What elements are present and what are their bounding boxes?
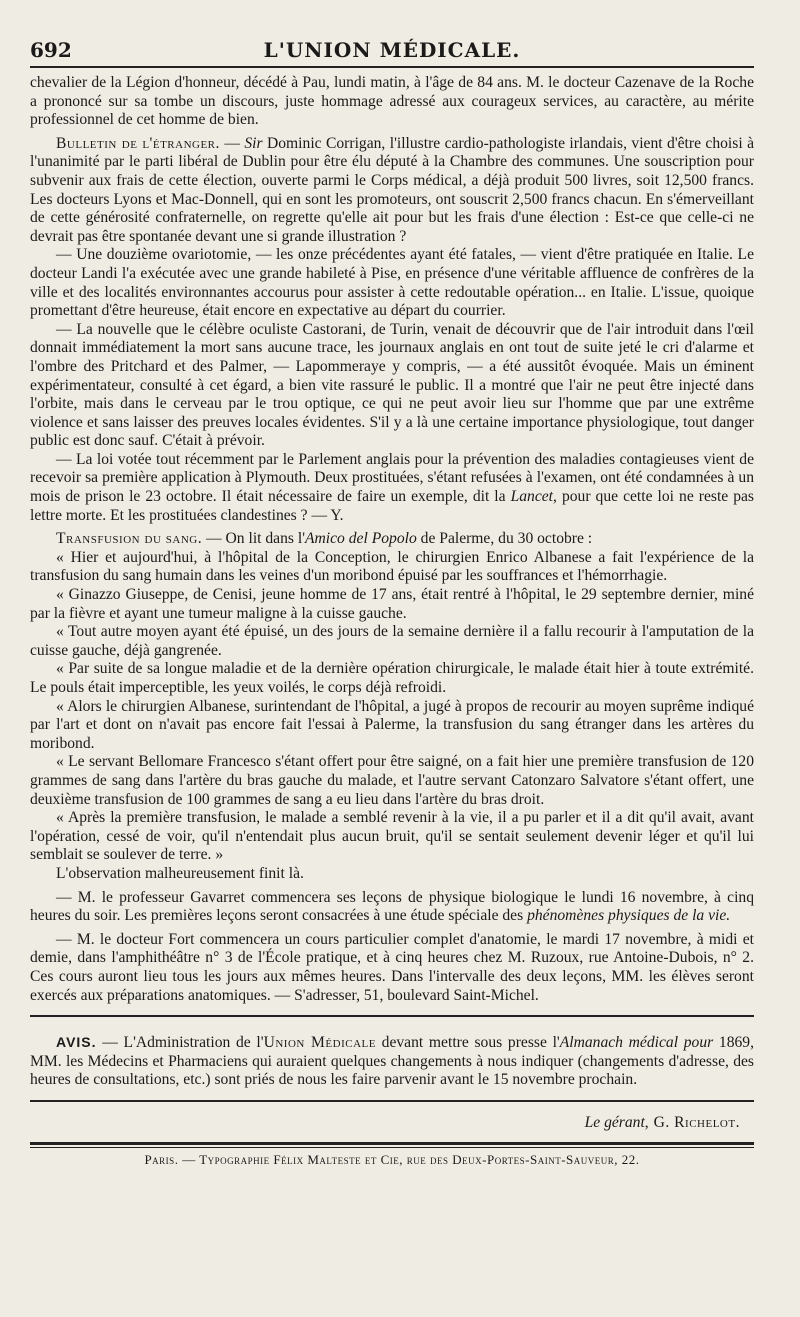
article-body bbox=[30, 74, 754, 1005]
signature-role: Le gérant bbox=[584, 1113, 645, 1131]
section-heading-transfusion: Transfusion du sang. bbox=[56, 530, 203, 548]
quote-paragraph-5: « Alors le chirurgien Albanese, surintendant de l'hôpital, a jugé à propos de recourir au moyen suprême indiqué par l'art et dont on n'avait pas encore fait l'essai à Palerme, la transfusion du sang étranger dans les artères du moribond. bbox=[30, 697, 754, 752]
paragraph-castorani: — La nouvelle que le célèbre oculiste Castorani, de Turin, venait de découvrir que de l'air introduit dans l'œil donnait immédiatement la mort sans aucune trace, les journaux anglais en ont tout de suite jeté le cri d'alarme et l'ombre des Pritchard et des Palmer, — Lapommeraye y compris, — a été aussitôt évoquée. Mais un éminent expérimentateur, consulté à cet égard, a bien vite rassuré le public. Il a montré que l'air ne peut être injecté dans l'orbite, mais dans le cerveau par le trou optique, ce qui ne peut avoir lieu sur l'homme que par une extrême violence et sans laisser des preuves locales évidentes. S'il y a là une certaine importance physiologique, tout danger public est donc sauf. C'était à prévoir. bbox=[30, 320, 754, 450]
paragraph-bulletin-text: Dominic Corrigan, l'illustre cardio-pathologiste irlandais, vient d'être choisi à l'unanimité par le parti libéral de Dublin pour être élu député à la Chambre des communes. Une souscription pour subvenir aux frais de cette élection, ouverte parmi le Corps médical, a déjà produit 500 livres, soit 12,500 francs. Les docteurs Lyons et Mac-Donnell, qui en sont les promoteurs, ont souscrit 2,500 francs chacun. En s'émerveillant de cette générosité confraternelle, on regrette qu'elle ait pour but les frais d'une élection : Est-ce que celle-ci ne devrait pas être spontanée devant une si grande illustration ? bbox=[30, 134, 755, 245]
quote-paragraph-2: « Ginazzo Giuseppe, de Cenisi, jeune homme de 17 ans, était rentré à l'hôpital, le 29 septembre dernier, miné par la fièvre et ayant une tumeur maligne à la cuisse gauche. bbox=[30, 586, 754, 622]
avis-almanach-title: Almanach médical pour bbox=[559, 1034, 714, 1052]
quote-paragraph-6: « Le servant Bellomare Francesco s'étant offert pour être saigné, on a fait hier une première transfusion de 120 grammes de sang dans l'artère du bras gauche du malade, et l'autre servant Catonzaro Salvatore s'étant offert, une deuxième transfusion de 100 grammes de sang a eu lieu dans l'artère du bras droit. bbox=[30, 753, 754, 808]
footer-rule-top bbox=[30, 1142, 754, 1145]
avis-label: AVIS. bbox=[56, 1034, 97, 1051]
page-number: 692 bbox=[30, 38, 72, 62]
section-heading-bulletin: Bulletin de l'étranger. bbox=[56, 134, 220, 152]
journal-title: L'UNION MÉDICALE. bbox=[263, 38, 521, 62]
paragraph-transfusion-heading bbox=[30, 530, 754, 549]
running-head bbox=[30, 36, 754, 68]
paragraph-ovariotomie: — Une douzième ovariotomie, — les onze précédentes ayant été fatales, — vient d'être pratiquée en Italie. Le docteur Landi l'a exécutée avec une grande habileté à Pise, en présence d'une véritable affluence de confrères de la ville et des localités environnantes accourus pour assister à cette redoutable opération... en Italie. L'issue, quoique promettant d'être heureuse, était encore en expectative au départ du courrier. bbox=[30, 246, 754, 320]
signature-name: , G. Richelot. bbox=[644, 1113, 740, 1131]
paragraph-loi-text-a: — La loi votée tout récemment par le Parlement anglais pour la prévention des maladies contagieuses vient de recevoir sa première application à Plymouth. Deux prostituées, s'étant refusées à l'examen, ont été condamnées à un mois de prison le 23 octobre. Il était nécessaire de faire un exemple, dit la bbox=[30, 450, 754, 506]
paragraph-loi-text-b: , pour que cette loi ne reste pas lettre morte. Et les prostituées clandestines ? — Y. bbox=[30, 488, 754, 524]
avis-paragraph bbox=[30, 1033, 754, 1090]
quote-paragraph-1: « Hier et aujourd'hui, à l'hôpital de la Conception, le chirurgien Enrico Albanese a fait l'expérience de la transfusion du sang humain dans les veines d'un moribond épuisé par les souffrances et l'hémorrhagie. bbox=[30, 548, 754, 585]
paragraph-gavarret bbox=[30, 889, 754, 926]
divider bbox=[30, 1015, 754, 1017]
journal-lancet: Lancet bbox=[510, 488, 554, 506]
title-sir: Sir bbox=[244, 134, 263, 152]
avis-journal-name: Union Médicale bbox=[263, 1034, 376, 1052]
quote-paragraph-4: « Par suite de sa longue maladie et de la dernière opération chirurgicale, le malade était hier à toute extrémité. Le pouls était imperceptible, les yeux voilés, le corps déjà refroidi. bbox=[30, 660, 754, 696]
paragraph-bulletin-etranger: Bulletin de l'étranger. — Sir Dominic Corrigan, l'illustre cardio-pathologiste irlandais, vient d'être choisi à l'unanimité par le parti libéral de Dublin pour être élu député à la Chambre des communes. Une souscription pour subvenir aux frais de cette élection, ouverte parmi le Corps médical, a déjà produit 500 livres, soit 12,500 francs. Les docteurs Lyons et Mac-Donnell, qui en sont les promoteurs, ont souscrit 2,500 francs chacun. En s'émerveillant de cette générosité confraternelle, on regrette qu'elle ait pour but les frais d'une élection : Est-ce que celle-ci ne devrait pas être spontanée devant une si grande illustration ? bbox=[30, 134, 755, 245]
paragraph-fort: — M. le docteur Fort commencera un cours particulier complet d'anatomie, le mardi 17 novembre, à midi et demie, dans l'amphithéâtre n° 3 de l'École pratique, et à cinq heures chez M. Ruzoux, rue Antoine-Dubois, n° 2. Ces cours auront lieu tous les jours aux mêmes heures. Dans l'intervalle des deux leçons, MM. les élèves seront exercés aux préparations anatomiques. — S'adresser, 51, boulevard Saint-Michel. bbox=[30, 930, 754, 1004]
quote-paragraph-7: « Après la première transfusion, le malade a semblé revenir à la vie, il a pu parler et il a dit qu'il avait, avant l'opération, cessé de voir, qu'il n'entendait plus aucun bruit, qu'il se sentait seulement devenir léger et qu'il lui semblait se soulever de terre. » bbox=[30, 809, 754, 864]
footer-rule-bottom bbox=[30, 1147, 754, 1148]
printer-imprint: Paris. — Typographie Félix Malteste et Cie, rue des Deux-Portes-Saint-Sauveur, 22. bbox=[144, 1151, 640, 1167]
source-amico-del-popolo: Amico del Popolo bbox=[305, 530, 417, 548]
transfusion-intro-a: — On lit dans l' bbox=[202, 530, 306, 548]
paragraph-observation-end: L'observation malheureusement finit là. bbox=[56, 864, 304, 882]
avis-text-b: devant mettre sous presse l' bbox=[375, 1034, 560, 1052]
avis-notice bbox=[30, 1033, 754, 1090]
quote-paragraph-3: « Tout autre moyen ayant été épuisé, un des jours de la semaine dernière il a fallu recourir à l'amputation de la cuisse gauche, déjà gangrenée. bbox=[30, 623, 754, 659]
divider-2 bbox=[30, 1100, 754, 1102]
signature bbox=[30, 1114, 754, 1132]
course-topic: phénomènes physiques de la vie. bbox=[527, 907, 731, 925]
avis-text-c: 1869, MM. les Médecins et Pharmaciens qui auraient quelques changements à nous indiquer (changements d'adresse, des heures de consultations, etc.) sont priés de nous les faire parvenir avant le 15 novembre prochain. bbox=[30, 1034, 754, 1089]
paragraph-gavarret-text: — M. le professeur Gavarret commencera ses leçons de physique biologique le lundi 16 novembre, à cinq heures du soir. Les premières leçons seront consacrées à une étude spéciale des bbox=[30, 888, 754, 925]
transfusion-intro-b: de Palerme, du 30 octobre : bbox=[416, 530, 593, 548]
paragraph-obituary: chevalier de la Légion d'honneur, décédé à Pau, lundi matin, à l'âge de 84 ans. M. le docteur Cazenave de la Roche a prononcé sur sa tombe un discours, juste hommage adressé aux courageux services, au caractère, au mérite professionnel de cet homme de bien. bbox=[30, 74, 754, 129]
paragraph-loi-anglaise bbox=[30, 451, 754, 525]
avis-text-a: — L'Administration de l' bbox=[96, 1034, 264, 1052]
